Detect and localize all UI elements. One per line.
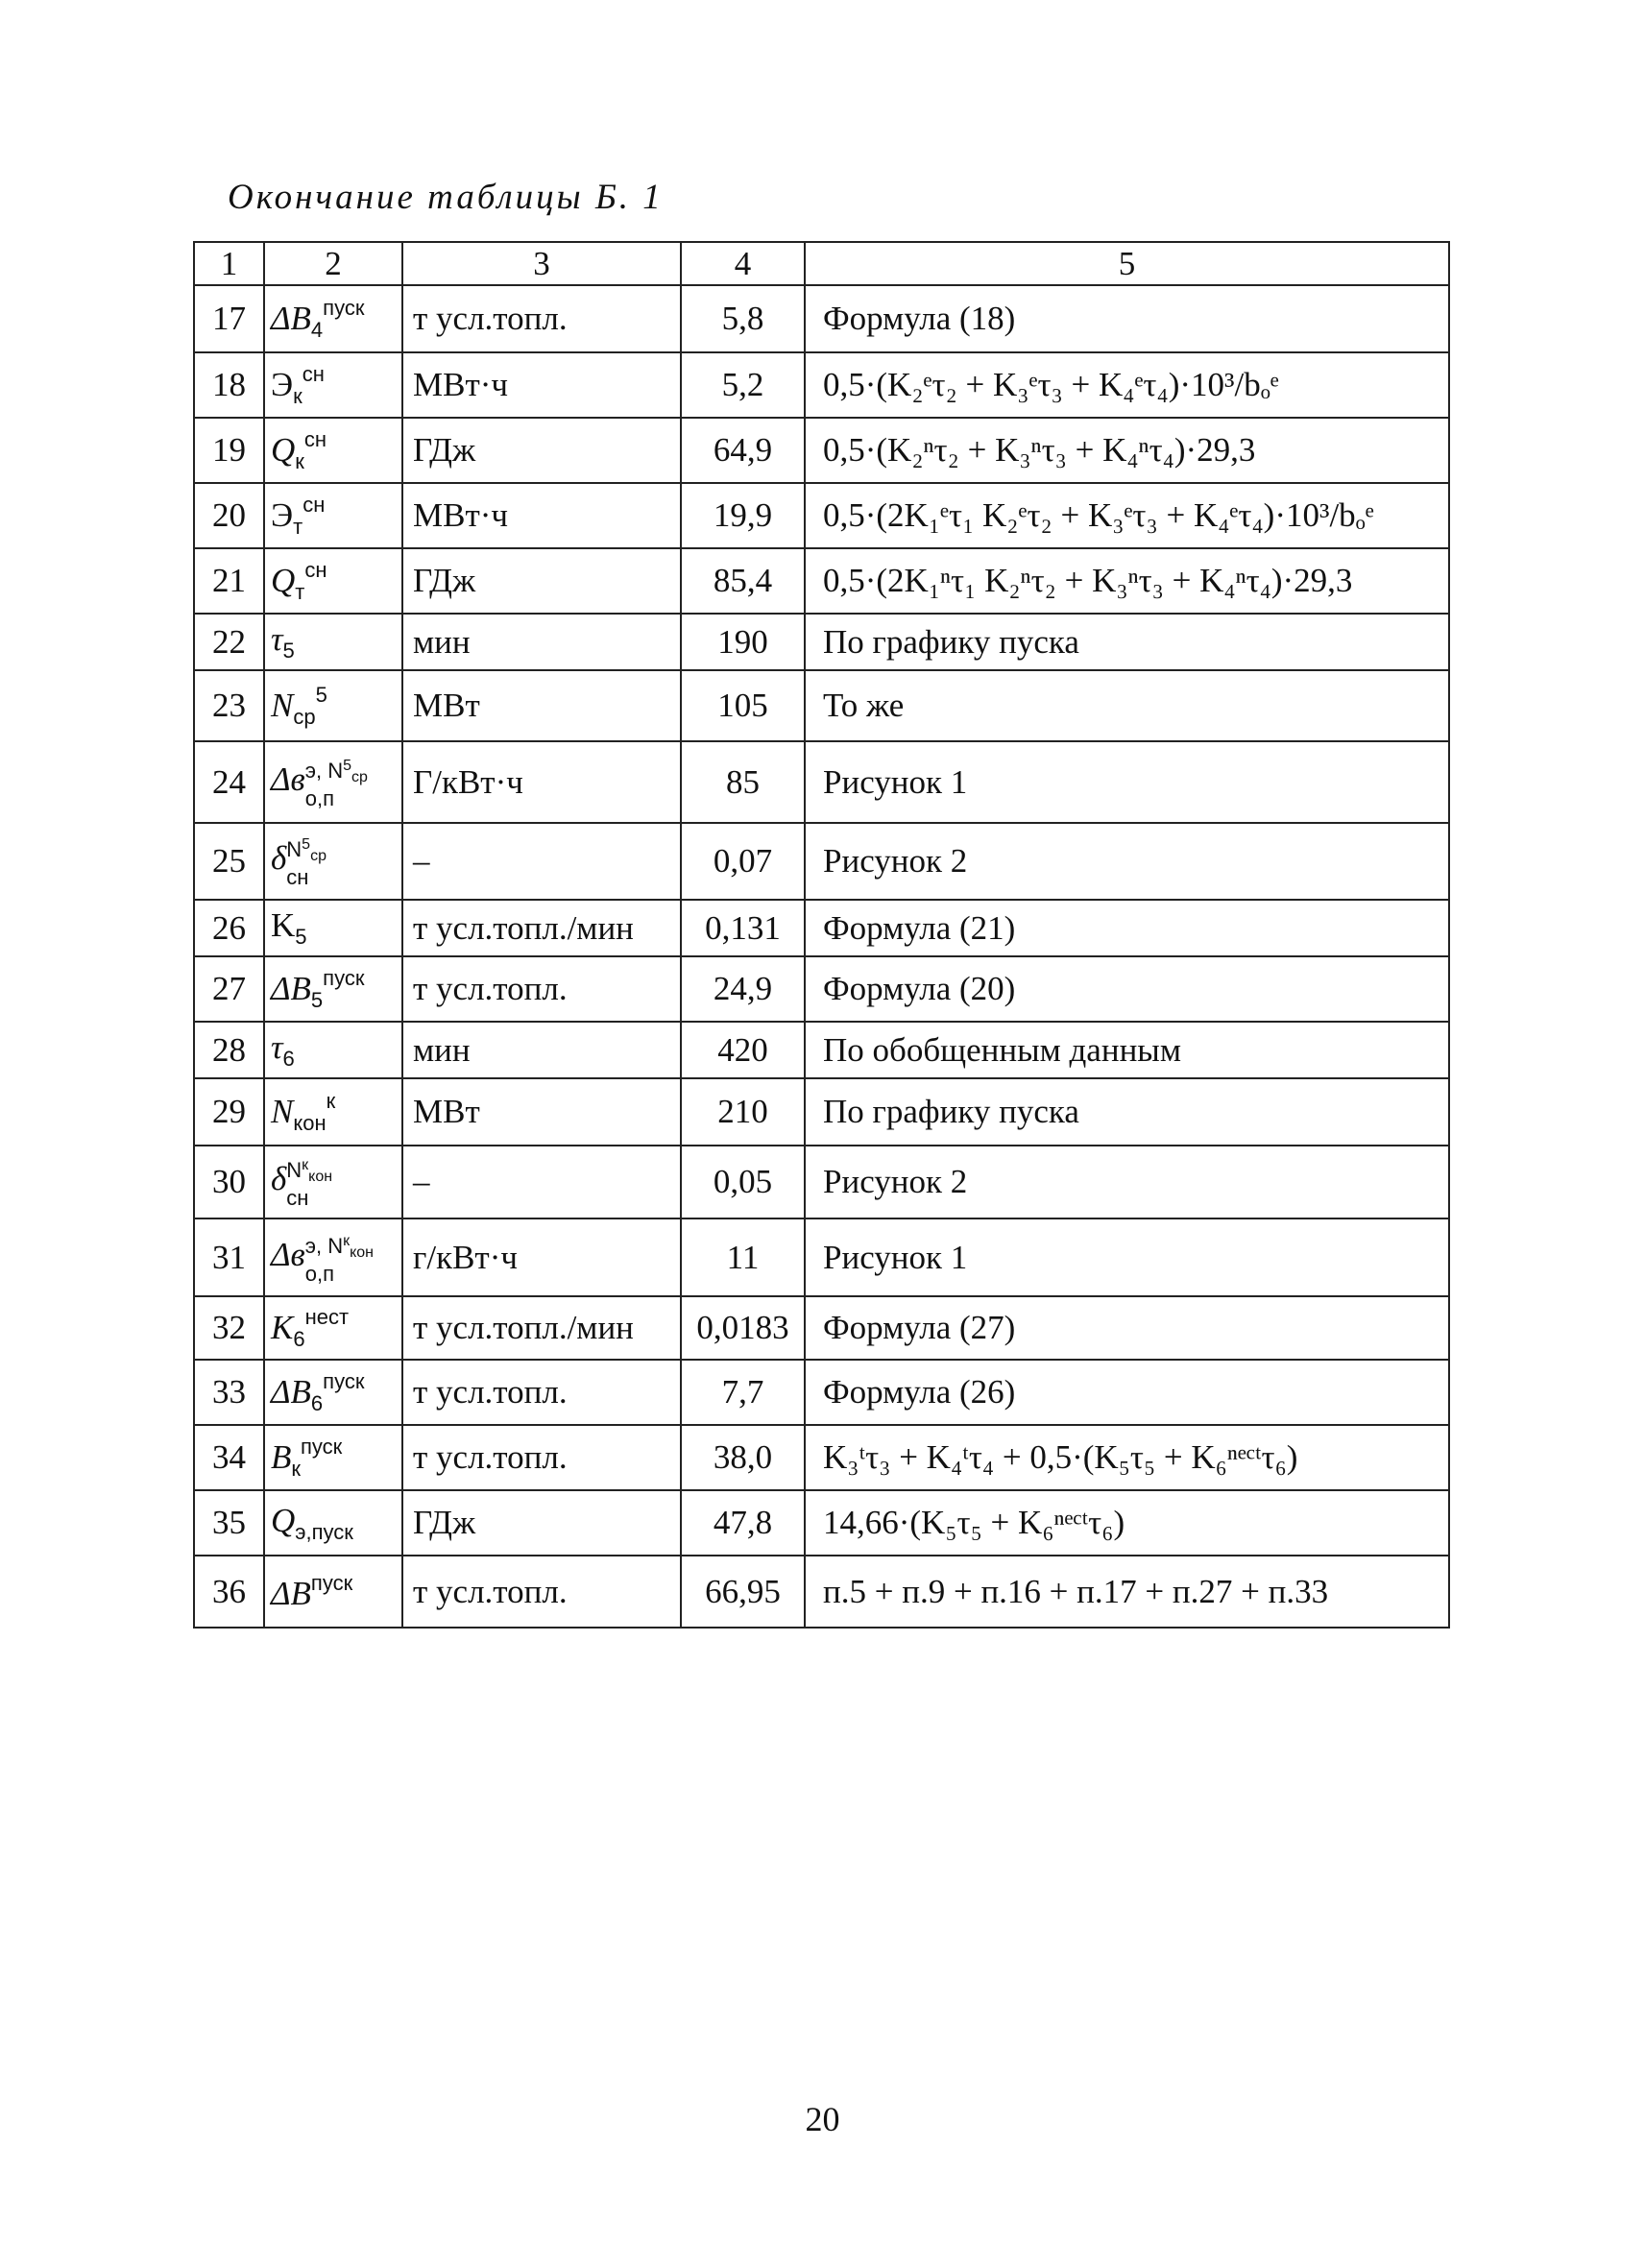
value-cell: 66,95 bbox=[681, 1556, 805, 1628]
symbol-cell: $N_{кон}^к$ bbox=[264, 1078, 402, 1146]
row-number: 19 bbox=[194, 418, 264, 483]
symbol-cell: $Э_к^{сн}$ bbox=[264, 352, 402, 418]
value-cell: 190 bbox=[681, 614, 805, 670]
unit-cell: МВт bbox=[402, 1078, 681, 1146]
formula-cell: 0,5·(K₂ᵉτ₂ + K₃ᵉτ₃ + K₄ᵉτ₄)·10³/bₒᵉ bbox=[805, 352, 1449, 418]
value-cell: 38,0 bbox=[681, 1425, 805, 1490]
note-cell: То же bbox=[805, 670, 1449, 741]
unit-cell: т усл.топл./мин bbox=[402, 900, 681, 956]
table-row bbox=[194, 614, 1449, 670]
row-number: 36 bbox=[194, 1556, 264, 1628]
note-cell: Рисунок 1 bbox=[805, 1218, 1449, 1296]
symbol-cell: $B_к^{пуск}$ bbox=[264, 1425, 402, 1490]
value-cell: 420 bbox=[681, 1022, 805, 1078]
row-number: 28 bbox=[194, 1022, 264, 1078]
row-number: 21 bbox=[194, 548, 264, 614]
value-cell: 0,05 bbox=[681, 1146, 805, 1218]
unit-cell: т усл.топл. bbox=[402, 1425, 681, 1490]
unit-cell: мин bbox=[402, 614, 681, 670]
value-cell: 19,9 bbox=[681, 483, 805, 548]
unit-cell: г/кВт·ч bbox=[402, 1218, 681, 1296]
symbol-cell: δ $N^к_{кон}$ сн bbox=[264, 1146, 402, 1218]
value-cell: 5,2 bbox=[681, 352, 805, 418]
table-row bbox=[194, 1078, 1449, 1146]
row-number: 22 bbox=[194, 614, 264, 670]
row-number: 32 bbox=[194, 1296, 264, 1360]
table-row bbox=[194, 1218, 1449, 1296]
value-cell: 24,9 bbox=[681, 956, 805, 1022]
unit-cell: ГДж bbox=[402, 1490, 681, 1556]
unit-cell: МВт bbox=[402, 670, 681, 741]
value-cell: 0,0183 bbox=[681, 1296, 805, 1360]
symbol-cell: $\Delta B_5^{пуск}$ bbox=[264, 956, 402, 1022]
table-row bbox=[194, 1425, 1449, 1490]
unit-cell: МВт·ч bbox=[402, 483, 681, 548]
symbol-cell: $Э_т^{сн}$ bbox=[264, 483, 402, 548]
table-row bbox=[194, 352, 1449, 418]
formula-cell: 0,5·(2K₁ᵉτ₁ K₂ᵉτ₂ + K₃ᵉτ₃ + K₄ᵉτ₄)·10³/bₒᵉ bbox=[805, 483, 1449, 548]
table-row bbox=[194, 823, 1449, 900]
unit-cell: т усл.топл. bbox=[402, 956, 681, 1022]
table-row bbox=[194, 1022, 1449, 1078]
symbol-cell: $\Delta B^{пуск}$ bbox=[264, 1556, 402, 1628]
header-cell: 5 bbox=[805, 242, 1449, 285]
note-cell: Формула (27) bbox=[805, 1296, 1449, 1360]
header-cell: 2 bbox=[264, 242, 402, 285]
symbol-cell: $Q_т^{сн}$ bbox=[264, 548, 402, 614]
note-cell: Формула (21) bbox=[805, 900, 1449, 956]
row-number: 33 bbox=[194, 1360, 264, 1425]
unit-cell: т усл.топл./мин bbox=[402, 1296, 681, 1360]
symbol-cell: $Q_к^{сн}$ bbox=[264, 418, 402, 483]
formula-cell: K₃ᵗτ₃ + K₄ᵗτ₄ + 0,5·(K₅τ₅ + K₆ⁿᵉᶜᵗτ₆) bbox=[805, 1425, 1449, 1490]
unit-cell: – bbox=[402, 823, 681, 900]
row-number: 24 bbox=[194, 741, 264, 823]
symbol-cell: Δв э, $N^5_{ср}$ о,п bbox=[264, 741, 402, 823]
table-row bbox=[194, 956, 1449, 1022]
header-cell: 1 bbox=[194, 242, 264, 285]
note-cell: По обобщенным данным bbox=[805, 1022, 1449, 1078]
note-cell: Рисунок 2 bbox=[805, 823, 1449, 900]
row-number: 31 bbox=[194, 1218, 264, 1296]
table-row bbox=[194, 741, 1449, 823]
row-number: 23 bbox=[194, 670, 264, 741]
table-row bbox=[194, 900, 1449, 956]
row-number: 34 bbox=[194, 1425, 264, 1490]
symbol-cell: $\tau_6$ bbox=[264, 1022, 402, 1078]
table-row bbox=[194, 1296, 1449, 1360]
unit-cell: Г/кВт·ч bbox=[402, 741, 681, 823]
unit-cell: ГДж bbox=[402, 548, 681, 614]
table-row bbox=[194, 1490, 1449, 1556]
note-cell: Формула (20) bbox=[805, 956, 1449, 1022]
formula-cell: п.5 + п.9 + п.16 + п.17 + п.27 + п.33 bbox=[805, 1556, 1449, 1628]
unit-cell: т усл.топл. bbox=[402, 1556, 681, 1628]
formula-cell: 14,66·(K₅τ₅ + K₆ⁿᵉᶜᵗτ₆) bbox=[805, 1490, 1449, 1556]
row-number: 26 bbox=[194, 900, 264, 956]
value-cell: 5,8 bbox=[681, 285, 805, 352]
note-cell: Формула (18) bbox=[805, 285, 1449, 352]
row-number: 20 bbox=[194, 483, 264, 548]
formula-cell: 0,5·(2K₁ⁿτ₁ K₂ⁿτ₂ + K₃ⁿτ₃ + K₄ⁿτ₄)·29,3 bbox=[805, 548, 1449, 614]
unit-cell: мин bbox=[402, 1022, 681, 1078]
symbol-cell: $N_{ср}^5$ bbox=[264, 670, 402, 741]
table-row bbox=[194, 548, 1449, 614]
value-cell: 7,7 bbox=[681, 1360, 805, 1425]
header-cell: 4 bbox=[681, 242, 805, 285]
header-row bbox=[194, 242, 1449, 285]
table-caption: Окончание таблицы Б. 1 bbox=[228, 178, 664, 217]
table-row bbox=[194, 1556, 1449, 1628]
value-cell: 105 bbox=[681, 670, 805, 741]
row-number: 25 bbox=[194, 823, 264, 900]
value-cell: 0,131 bbox=[681, 900, 805, 956]
row-number: 30 bbox=[194, 1146, 264, 1218]
value-cell: 85 bbox=[681, 741, 805, 823]
data-table bbox=[193, 241, 1450, 1629]
symbol-cell: Δв э, $N^к_{кон}$ о,п bbox=[264, 1218, 402, 1296]
value-cell: 0,07 bbox=[681, 823, 805, 900]
row-number: 35 bbox=[194, 1490, 264, 1556]
header-cell: 3 bbox=[402, 242, 681, 285]
symbol-cell: $\tau_5$ bbox=[264, 614, 402, 670]
table-row bbox=[194, 285, 1449, 352]
note-cell: По графику пуска bbox=[805, 614, 1449, 670]
note-cell: По графику пуска bbox=[805, 1078, 1449, 1146]
note-cell: Рисунок 2 bbox=[805, 1146, 1449, 1218]
formula-cell: 0,5·(K₂ⁿτ₂ + K₃ⁿτ₃ + K₄ⁿτ₄)·29,3 bbox=[805, 418, 1449, 483]
table-row bbox=[194, 670, 1449, 741]
value-cell: 11 bbox=[681, 1218, 805, 1296]
table-row bbox=[194, 483, 1449, 548]
note-cell: Формула (26) bbox=[805, 1360, 1449, 1425]
symbol-cell: $K_6^{нест}$ bbox=[264, 1296, 402, 1360]
unit-cell: ГДж bbox=[402, 418, 681, 483]
table-row bbox=[194, 1360, 1449, 1425]
unit-cell: МВт·ч bbox=[402, 352, 681, 418]
value-cell: 85,4 bbox=[681, 548, 805, 614]
row-number: 18 bbox=[194, 352, 264, 418]
table-row bbox=[194, 418, 1449, 483]
row-number: 29 bbox=[194, 1078, 264, 1146]
value-cell: 210 bbox=[681, 1078, 805, 1146]
symbol-cell: δ $N^5_{ср}$ сн bbox=[264, 823, 402, 900]
symbol-cell: $\Delta B_4^{пуск}$ bbox=[264, 285, 402, 352]
page-number: 20 bbox=[805, 2100, 840, 2138]
unit-cell: – bbox=[402, 1146, 681, 1218]
unit-cell: т усл.топл. bbox=[402, 1360, 681, 1425]
symbol-cell: $Q_{э,пуск}$ bbox=[264, 1490, 402, 1556]
symbol-cell: $\Delta B_6^{пуск}$ bbox=[264, 1360, 402, 1425]
row-number: 17 bbox=[194, 285, 264, 352]
note-cell: Рисунок 1 bbox=[805, 741, 1449, 823]
symbol-cell: $K_5$ bbox=[264, 900, 402, 956]
table-row bbox=[194, 1146, 1449, 1218]
row-number: 27 bbox=[194, 956, 264, 1022]
value-cell: 64,9 bbox=[681, 418, 805, 483]
unit-cell: т усл.топл. bbox=[402, 285, 681, 352]
value-cell: 47,8 bbox=[681, 1490, 805, 1556]
